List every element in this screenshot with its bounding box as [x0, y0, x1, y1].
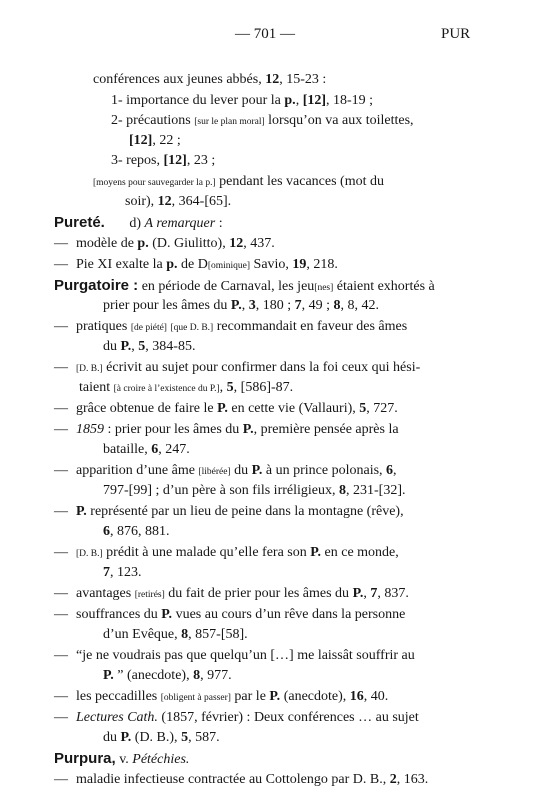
text-run: , 977. — [200, 668, 232, 683]
entry-line — [93, 174, 384, 191]
text-run: taient — [79, 380, 114, 395]
entry-line — [54, 772, 428, 788]
text-run: d) — [104, 216, 145, 231]
text-run: 2 — [389, 772, 397, 787]
text-run: 7 — [370, 586, 378, 601]
text-run: , 857-[58]. — [188, 627, 248, 642]
text-run: grâce obtenue de faire le — [76, 401, 218, 416]
entry-line — [54, 319, 407, 336]
text-run: [retirés] — [134, 590, 165, 600]
entry-line — [54, 401, 398, 417]
text-run: 7 — [103, 565, 110, 580]
text-run: 1- importance du lever pour la — [111, 93, 285, 108]
text-run: 2- précautions — [111, 113, 195, 128]
text-run: 1859 — [76, 422, 104, 437]
text-run: les peccadilles — [76, 689, 161, 704]
text-run: 6 — [386, 463, 394, 478]
text-run: écrivit au sujet pour confirmer dans la foi ceux qui hési- — [102, 360, 421, 375]
entry-line — [54, 422, 399, 438]
entry-dash: — — [54, 504, 68, 519]
text-run: p. — [137, 236, 149, 251]
text-run: , 49 ; — [301, 298, 334, 313]
entry-dash: — — [54, 463, 68, 478]
entry-dash: — — [54, 422, 68, 437]
entry-line — [103, 730, 220, 746]
text-run: du fait de prier pour les âmes du — [164, 586, 353, 601]
text-run: étaient exhortés à — [333, 279, 435, 294]
page-number: — 701 — — [235, 26, 295, 42]
entry-line — [103, 627, 248, 643]
text-run: [12] — [129, 133, 153, 148]
entry-line — [54, 710, 419, 726]
entry-line — [54, 257, 338, 274]
text-run: , — [219, 380, 227, 395]
text-run: Pétéchies. — [132, 752, 190, 767]
text-run: , — [295, 93, 303, 108]
text-run: 797-[99] ; d’un père à son fils irréligieux, — [103, 483, 339, 498]
text-run: , 587. — [188, 730, 220, 745]
text-run: P. — [269, 689, 281, 704]
text-run: 6 — [151, 442, 159, 457]
entry-dash: — — [54, 545, 68, 560]
text-run: [que D. B.] — [170, 323, 214, 333]
text-run: , 8, 42. — [340, 298, 379, 313]
text-run: [12] — [302, 93, 327, 108]
text-run: , 437. — [243, 236, 275, 251]
text-run: vues au cours d’un rêve dans la personne — [172, 607, 406, 622]
text-run: [obligent à passer] — [160, 693, 231, 703]
running-head: PUR — [441, 26, 471, 42]
entry-line — [103, 442, 190, 458]
text-run: bataille, — [103, 442, 152, 457]
entry-line — [129, 133, 181, 149]
text-run: souffrances du — [76, 607, 162, 622]
entry-dash: — — [54, 360, 68, 375]
text-run: , — [241, 298, 249, 313]
headword: Pureté. — [54, 214, 105, 231]
text-run: , 364-[65]. — [171, 194, 232, 209]
text-run: P. — [161, 607, 173, 622]
entry-line — [54, 689, 388, 706]
text-run: 7 — [294, 298, 302, 313]
text-run: à un prince polonais, — [262, 463, 387, 478]
entry-line — [54, 648, 415, 664]
text-run: , 837. — [377, 586, 409, 601]
text-run: 19 — [292, 257, 307, 272]
text-run: , 876, 881. — [110, 524, 170, 539]
entry-line — [103, 668, 232, 684]
entry-dash: — — [54, 236, 68, 251]
entry-line — [54, 360, 420, 377]
text-run: modèle de — [76, 236, 138, 251]
entry-dash: — — [54, 689, 68, 704]
text-run: , 18-19 ; — [326, 93, 374, 108]
text-run: en ce monde, — [321, 545, 399, 560]
text-run: conférences aux jeunes abbés, — [93, 72, 266, 87]
text-run: 12 — [157, 194, 172, 209]
text-run: Savio, — [250, 257, 293, 272]
text-run: P. — [230, 298, 242, 313]
text-run: soir), — [125, 194, 158, 209]
headword: Purpura, — [54, 750, 116, 767]
text-run: en période de Carnaval, les jeu — [138, 279, 315, 294]
text-run: [12] — [163, 153, 187, 168]
text-run: P. — [251, 463, 263, 478]
text-run: [de piété] — [130, 323, 167, 333]
text-run: recommandait en faveur des âmes — [213, 319, 408, 334]
text-run: par le — [230, 689, 270, 704]
entry-line — [54, 463, 397, 480]
entry-line — [54, 504, 404, 520]
headword-line — [54, 278, 435, 296]
text-run: 8 — [193, 668, 201, 683]
text-run: P. — [76, 504, 87, 519]
text-run: P. — [242, 422, 254, 437]
text-run: , 15-23 : — [279, 72, 327, 87]
text-run: apparition d’une âme — [76, 463, 199, 478]
text-run: , 247. — [158, 442, 190, 457]
entry-dash: — — [54, 401, 68, 416]
text-run: A remarquer — [144, 216, 216, 231]
text-run: 5 — [138, 339, 146, 354]
text-run: , 231-[32]. — [346, 483, 406, 498]
text-run: en cette vie (Vallauri), — [227, 401, 360, 416]
text-run: P. — [352, 586, 364, 601]
text-run: p. — [166, 257, 178, 272]
text-run: , 22 ; — [152, 133, 181, 148]
text-run: (1857, février) : Deux conférences … au sujet — [157, 710, 419, 725]
text-run: , — [393, 463, 397, 478]
text-run: P. — [120, 339, 132, 354]
entry-line — [54, 586, 409, 603]
text-run: du — [230, 463, 252, 478]
entry-dash: — — [54, 257, 68, 272]
text-run: “je ne voudrais pas que quelqu’un […] me laissât souffrir au — [76, 648, 415, 663]
headword: Purgatoire : — [54, 277, 139, 294]
text-run: [D. B.] — [76, 364, 103, 374]
text-run: 5 — [226, 380, 234, 395]
text-run: du — [103, 730, 121, 745]
text-run: , — [363, 586, 371, 601]
entry-dash: — — [54, 648, 68, 663]
text-run: P. — [120, 730, 132, 745]
text-run: 5 — [359, 401, 367, 416]
text-run: ” (anecdote), — [113, 668, 194, 683]
entry-dash: — — [54, 319, 68, 334]
text-run: , 218. — [306, 257, 338, 272]
text-run: lorsqu’on va aux toilettes, — [264, 113, 414, 128]
entry-dash: — — [54, 586, 68, 601]
text-run: P. — [103, 668, 114, 683]
text-run: , 384-85. — [145, 339, 196, 354]
text-run: [ominique] — [207, 261, 251, 271]
text-run: , 23 ; — [186, 153, 216, 168]
text-run: [à croire à l’existence du P.] — [113, 384, 220, 394]
text-run: pratiques — [76, 319, 131, 334]
text-run: pendant les vacances (mot du — [215, 174, 384, 189]
entry-line — [103, 524, 170, 540]
headword-line — [54, 751, 189, 768]
entry-line — [111, 113, 414, 130]
entry-line — [103, 298, 379, 314]
text-run: , 727. — [366, 401, 398, 416]
text-run: : — [215, 216, 223, 231]
text-run: , première pensée après la — [253, 422, 399, 437]
text-run: , 163. — [396, 772, 429, 787]
text-run: P. — [217, 401, 228, 416]
text-run: d’un Evêque, — [103, 627, 182, 642]
text-run: , 123. — [110, 565, 142, 580]
entry-dash: — — [54, 607, 68, 622]
text-run: prier pour les âmes du — [103, 298, 231, 313]
entry-line — [103, 483, 406, 499]
text-run: (anecdote), — [280, 689, 350, 704]
text-run: maladie infectieuse contractée au Cottolengo par D. B., — [76, 772, 390, 787]
text-run: p. — [284, 93, 296, 108]
entry-line — [79, 380, 293, 397]
entry-dash: — — [54, 772, 68, 787]
text-run: 5 — [181, 730, 189, 745]
text-run: du — [103, 339, 121, 354]
entry-line — [54, 545, 399, 562]
entry-line — [103, 339, 195, 355]
text-run: , [586]-87. — [233, 380, 294, 395]
text-run: P. — [310, 545, 322, 560]
text-run: de D — [177, 257, 208, 272]
text-run: [D. B.] — [76, 549, 103, 559]
text-run: , — [131, 339, 139, 354]
text-run: , 180 ; — [255, 298, 295, 313]
text-run: 16 — [349, 689, 364, 704]
text-run: [sur le plan moral] — [194, 117, 265, 127]
text-run: 12 — [265, 72, 280, 87]
entry-dash: — — [54, 710, 68, 725]
text-run: 8 — [181, 627, 189, 642]
text-run: prédit à une malade qu’elle fera son — [102, 545, 311, 560]
text-run: 8 — [339, 483, 346, 498]
text-run: : prier pour les âmes du — [104, 422, 243, 437]
text-run: (D. Giulitto), — [148, 236, 230, 251]
text-run: 8 — [333, 298, 341, 313]
text-run: 12 — [229, 236, 244, 251]
entry-line — [54, 236, 275, 252]
text-run: Pie XI exalte la — [76, 257, 167, 272]
text-run: 3- repos, — [111, 153, 164, 168]
entry-line — [54, 607, 405, 623]
text-run: , 40. — [363, 689, 389, 704]
text-run: représenté par un lieu de peine dans la montagne (rêve), — [86, 504, 404, 519]
text-run: Lectures Cath. — [76, 710, 158, 725]
text-run: [libérée] — [198, 467, 231, 477]
text-run: 3 — [248, 298, 256, 313]
text-run: 6 — [103, 524, 110, 539]
entry-line — [93, 72, 326, 88]
text-run: (D. B.), — [131, 730, 182, 745]
entry-line — [103, 565, 142, 581]
text-run: v. — [115, 752, 133, 767]
entry-line — [125, 194, 231, 210]
entry-line — [111, 93, 373, 109]
text-run: [nes] — [314, 283, 334, 293]
text-run: [moyens pour sauvegarder la p.] — [93, 178, 216, 188]
text-run: avantages — [76, 586, 135, 601]
entry-line — [111, 153, 215, 169]
headword-line — [54, 215, 223, 232]
